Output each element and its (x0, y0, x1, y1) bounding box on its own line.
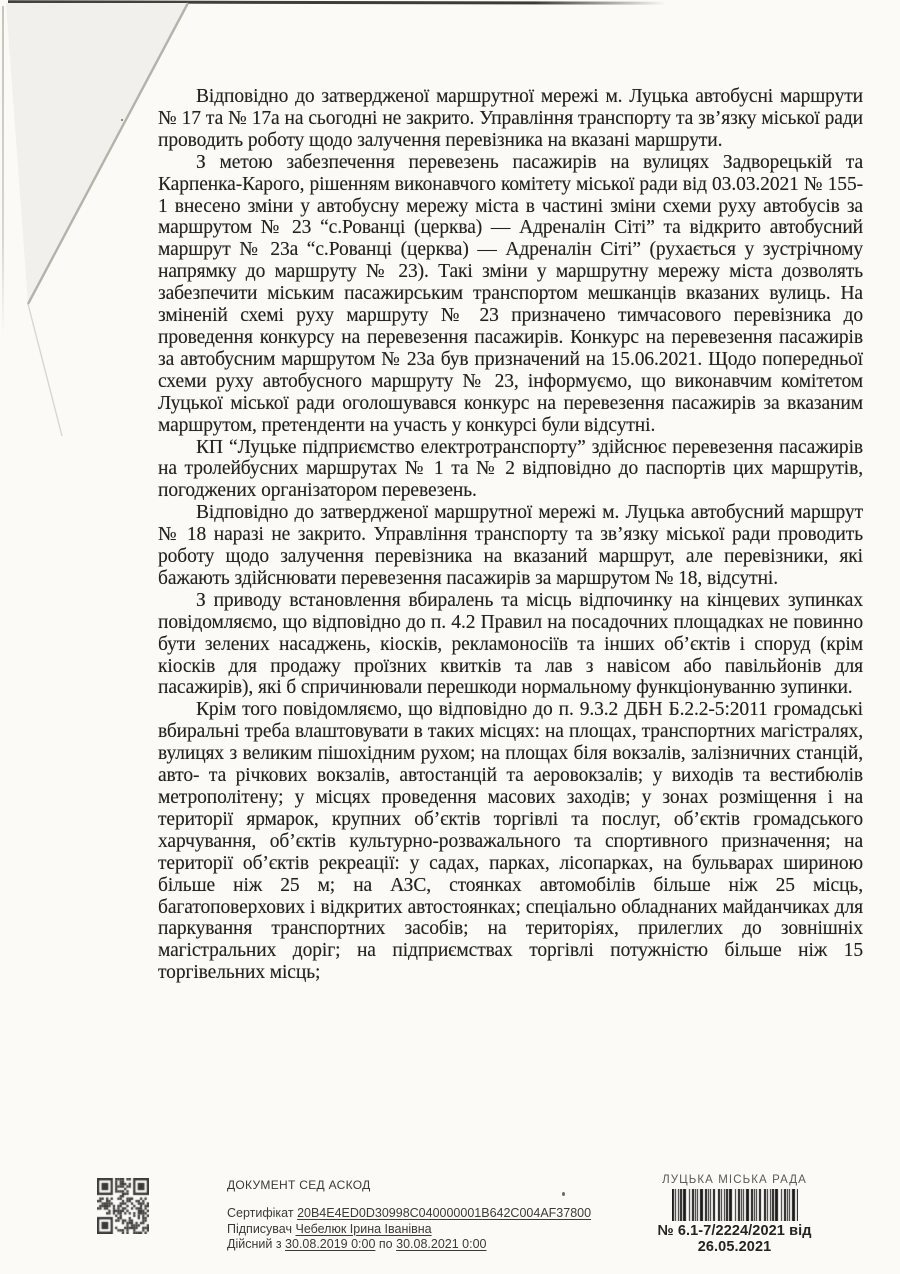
paragraph-routes-17-17a: Відповідно до затвердженої маршрутної мережі м. Луцька автобусні маршрути № 17 та № 17а на сьогодні не закрито. Управління транспорту та зв’язку міської ради проводить роботу щодо залучення перевізника на вказані маршрути. (158, 86, 863, 151)
valid-to-value: 30.08.2021 0:00 (396, 1237, 487, 1251)
document-number: № 6.1-7/2224/2021 від 26.05.2021 (657, 1223, 812, 1255)
stamp-system-title: ДОКУМЕНТ СЕД АСКОД (227, 1178, 371, 1192)
certificate-label: Сертифікат (227, 1206, 294, 1220)
paragraph-route-23-changes: З метою забезпечення перевезень пасажирів на вулицях Задворецькій та Карпенка-Карого, рішенням виконавчого комітету міської ради від 03.03.2021 № 155-1 внесено зміни у автобусну мережу міста в частині зміни схеми руху автобусів за маршрутом № 23 “с.Рованці (церква) — Адреналін Сіті” та відкрито автобусний маршрут № 23а “с.Рованці (церква) — Адреналін Сіті” (рухається у зустрічному напрямку до маршруту № 23). Такі зміни у маршрутну мережу міста дозволять забезпечити міським пасажирським транспортом мешканців вказаних вулиць. На зміненій схемі руху маршруту № 23 призначено тимчасового перевізника до проведення конкурсу на перевезення пасажирів. Конкурс на перевезення пасажирів за автобусним маршрутом № 23а був призначений на 15.06.2021. Щодо попередньої схеми руху автобусного маршруту № 23, інформуємо, що виконавчим комітетом Луцької міської ради оголошувався конкурс на перевезення пасажирів за вказаним маршрутом, претенденти на участь у конкурсі були відсутні. (158, 151, 863, 436)
digital-signature-stamp (227, 1178, 591, 1253)
certificate-line (227, 1206, 591, 1222)
paragraph-dbn-requirements: Крім того повідомляємо, що відповідно до п. 9.3.2 ДБН Б.2.2-5:2011 громадські вбиральні треба влаштовувати в таких місцях: на площах, транспортних магістралях, вулицях з великим пішохідним рухом; на площах біля вокзалів, залізничних станцій, авто- та річкових вокзалів, автостанцій та аеровокзалів; у виходів та вестибюлів метрополітену; у місцях проведення масових заходів; у зонах розміщення і на території ярмарок, крупних об’єктів торгівлі та послуг, об’єктів громадського харчування, об’єктів культурно-розважального та спортивного призначення; на території об’єктів рекреації: у садах, парках, лісопарках, на бульварах шириною більше ніж 25 м; на АЗС, стоянках автомобілів більше ніж 25 місць, багатоповерхових і відкритих автостоянках; спеціально обладнаних майданчиках для паркування транспортних засобів; на територіях, прилеглих до зовнішніх магістральних доріг; на підприємствах торгівлі потужністю більше ніж 15 торгівельних місць; (158, 699, 863, 984)
paragraph-restrooms-stops: З приводу встановлення вбиралень та місць відпочинку на кінцевих зупинках повідомляємо, що відповідно до п. 4.2 Правил на посадочних площадках не повинно бути зелених насаджень, кіосків, рекламоносіїв та інших об’єктів і споруд (крім кіосків для продажу проїзних квитків та лав з навісом або павільйонів для пасажирів), які б спричинювали перешкоди нормальному функціонуванню зупинки. (158, 589, 863, 699)
barcode (672, 1189, 798, 1221)
validity-separator: по (378, 1237, 393, 1251)
registration-block (627, 1174, 842, 1255)
certificate-value: 20B4E4ED0D30998C040000001B642C004AF37800 (297, 1206, 592, 1220)
footer (0, 1170, 900, 1274)
scan-speck (121, 119, 123, 121)
validity-line (227, 1237, 591, 1253)
signer-label: Підписувач (227, 1221, 292, 1236)
organization-name: ЛУЦЬКА МІСЬКА РАДА (662, 1174, 807, 1186)
letter-body (158, 86, 863, 984)
valid-from-value: 30.08.2019 0:00 (285, 1237, 376, 1251)
qr-code (97, 1178, 149, 1234)
paragraph-route-18: Відповідно до затвердженої маршрутної мережі м. Луцька автобусний маршрут № 18 наразі не закрито. Управління транспорту та зв’язку міської ради проводить роботу щодо залучення перевізника на вказаний маршрут, але перевізники, які бажають здійснювати перевезення пасажирів за маршрутом № 18, відсутні. (158, 502, 863, 589)
validity-label: Дійсний з (227, 1237, 282, 1251)
signer-line (227, 1222, 591, 1238)
paragraph-trolleybus: КП “Луцьке підприємство електротранспорту” здійснює перевезення пасажирів на тролейбусних маршрутах № 1 та № 2 відповідно до паспортів цих маршрутів, погоджених організатором перевезень. (158, 436, 863, 502)
signer-value: Чебелюк Ірина Іванівна (295, 1221, 432, 1236)
